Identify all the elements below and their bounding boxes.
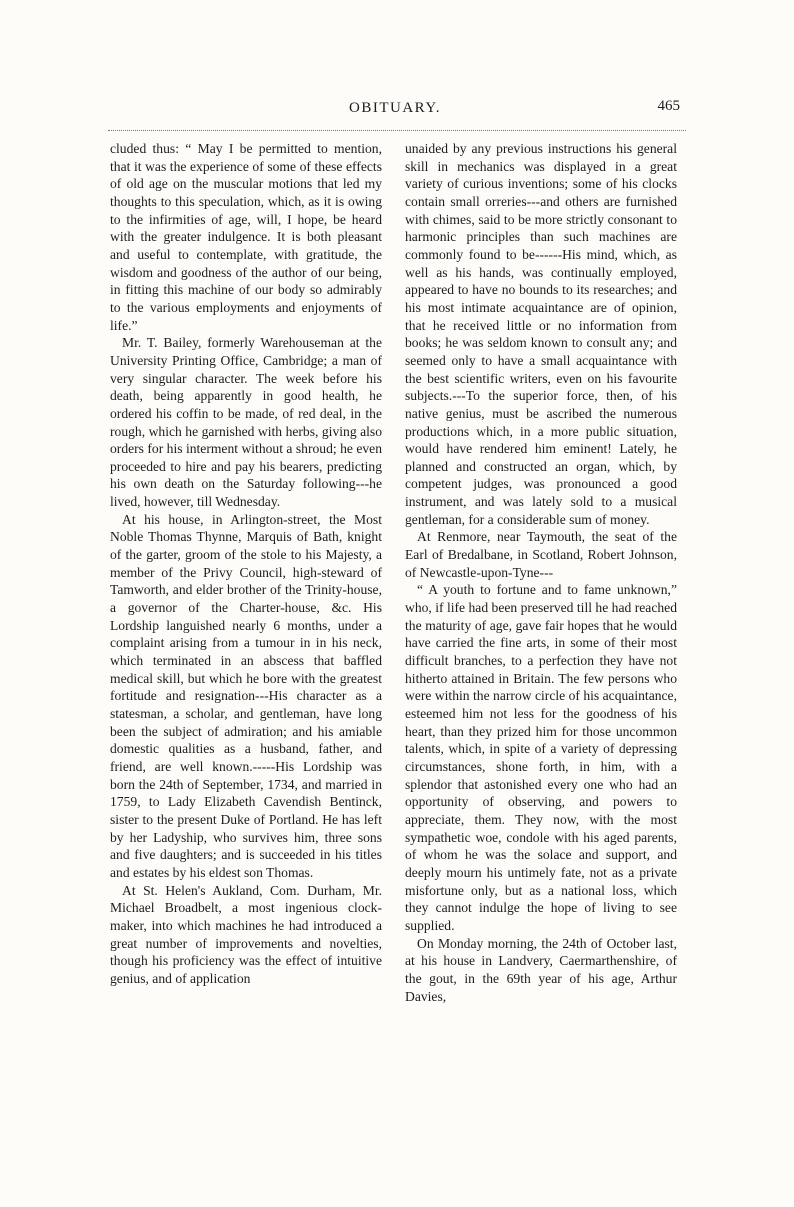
running-head: OBITUARY. [349, 100, 441, 116]
paragraph: cluded thus: “ May I be permitted to mention, that it was the experience of some of these effects of old age on the muscular motions that led my thoughts to this speculation, which, as it is owing to the infirmities of age, will, I hope, be heard with the greater indulgence. It is both pleasant and useful to contemplate, with gratitude, the wisdom and goodness of the author of our being, in fitting this machine of our body so admirably to the various employments and enjoyments of life.” [110, 141, 382, 333]
page-header [110, 98, 680, 120]
paragraph: Mr. T. Bailey, formerly Warehouseman at the University Printing Office, Cambridge; a man of very singular character. The week before his death, being apparently in good health, he ordered his coffin to be made, of red deal, in the rough, which he garnished with herbs, giving also orders for his interment without a shroud; he even proceeded to hire and pay his bearers, predicting his own death on the Saturday following---he lived, however, till Wednesday. [110, 335, 382, 510]
paragraph: At Renmore, near Taymouth, the seat of the Earl of Bredalbane, in Scotland, Robert Johnson, of Newcastle-upon-Tyne--- [405, 529, 677, 580]
left-column [110, 140, 382, 988]
paragraph: “ A youth to fortune and to fame unknown,” who, if life had been preserved till he had reached the maturity of age, gave fair hopes that he would have carried the fine arts, in some of their most difficult branches, to a perfection they have not hitherto attained in Britain. The few persons who were within the narrow circle of his acquaintance, esteemed him not less for the goodness of his heart, than they prized him for those uncommon talents, which, in spite of a variety of depressing circumstances, shone forth, in him, with a splendor that astonished every one who had an opportunity of observing, and powers to appreciate, them. They now, with the most sympathetic woe, condole with his aged parents, of whom he was the solace and support, and deeply mourn his untimely fate, not as a private misfortune only, but as a national loss, which they cannot indulge the hope of living to see supplied. [405, 582, 677, 933]
header-rule [108, 130, 686, 131]
paragraph: At St. Helen's Aukland, Com. Durham, Mr. Michael Broadbelt, a most ingenious clock-maker, into which machines he had introduced a great number of improvements and novelties, though his proficiency was the effect of intuitive genius, and of application [110, 882, 382, 986]
page-number: 465 [657, 98, 680, 114]
paragraph: At his house, in Arlington-street, the Most Noble Thomas Thynne, Marquis of Bath, knight of the garter, groom of the stole to his Majesty, a member of the Privy Council, high-steward of Tamworth, and elder brother of the Trinity-house, a governor of the Charter-house, &c. His Lordship languished nearly 6 months, under a complaint arising from a tumour in in his neck, which terminated in an abscess that baffled medical skill, but which he bore with the greatest fortitude and resignation---His character as a statesman, a scholar, and gentleman, have long been the subject of admiration; and his amiable domestic qualities as a husband, father, and friend, are well known.-----His Lordship was born the 24th of September, 1734, and married in 1759, to Lady Elizabeth Cavendish Bentinck, sister to the present Duke of Portland. He has left by her Ladyship, who survives him, three sons and five daughters; and is succeeded in his titles and estates by his eldest son Thomas. [110, 511, 382, 880]
paragraph: unaided by any previous instructions his general skill in mechanics was displayed in a great variety of curious inventions; some of his clocks contain small orreries---and others are furnished with chimes, said to be more strictly consonant to harmonic principles than such machines are commonly found to be------His mind, which, as well as his hands, was continually employed, appeared to have no bounds to its researches; and his most intimate acquaintance are of opinion, that he received little or no information from books; he was seldom known to consult any; and seemed only to have a small acquaintance with the best scientific writers, even on his favourite subjects.---To the superior force, then, of his native genius, must be ascribed the numerous productions which, in a more public situation, would have rendered him eminent! Lately, he planned and constructed an organ, which, by competent judges, was pronounced a good instrument, and was lately sold to a musical gentleman, for a considerable sum of money. [405, 141, 677, 527]
right-column [405, 140, 677, 1005]
paragraph: On Monday morning, the 24th of October last, at his house in Landvery, Caermarthenshire, of the gout, in the 69th year of his age, Arthur Davies, [405, 935, 677, 1004]
